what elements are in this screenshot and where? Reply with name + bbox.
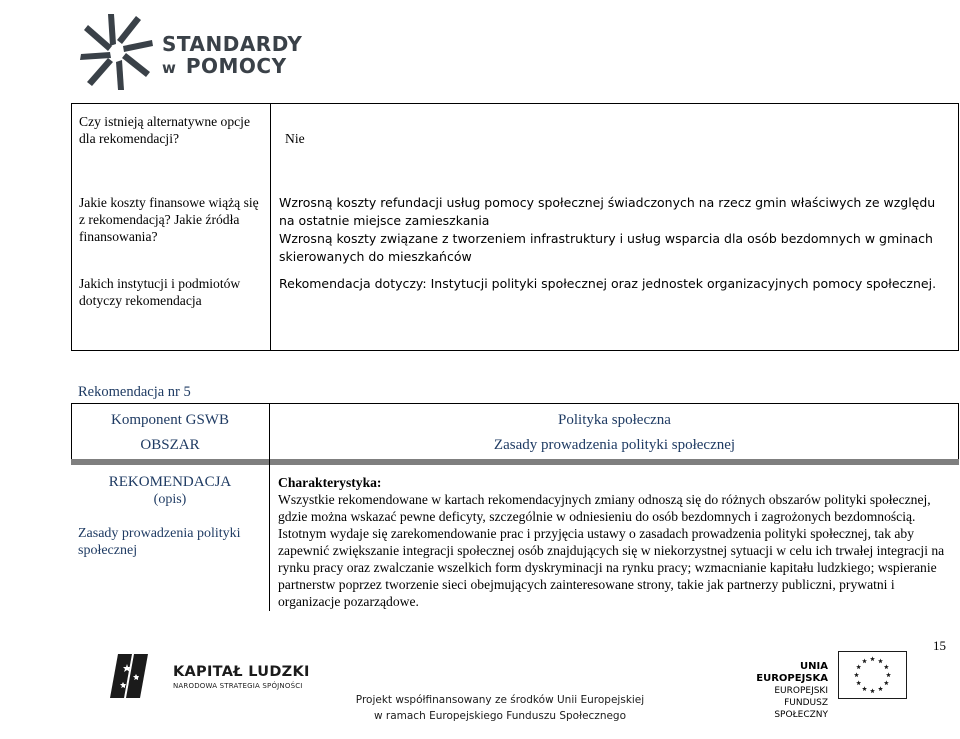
answer-alternatives: Nie: [285, 131, 305, 146]
logo-line1: STANDARDY: [162, 32, 303, 56]
rekomendacja-label: REKOMENDACJA: [108, 474, 232, 490]
question-alternatives: Czy istnieją alternatywne opcje dla rekomendacji?: [79, 114, 250, 146]
answer-costs-line2: Wzrosną koszty związane z tworzeniem infrastruktury i usług wsparcia dla osób bezdomnych w gminach skierowanych do mieszkańców: [279, 231, 933, 264]
kapital-ludzki-logo-icon: [110, 652, 160, 700]
standardy-logo-icon: [78, 10, 156, 92]
footer-note-line1: Projekt współfinansowany ze środków Unii Europejskiej: [355, 694, 645, 706]
eu-line2: EUROPEJSKI: [774, 686, 828, 696]
footer-note-line2: w ramach Europejskiego Funduszu Społecznego: [373, 710, 627, 722]
eu-line3: FUNDUSZ SPOŁECZNY: [774, 698, 828, 720]
characteristics-text: Wszystkie rekomendowane w kartach rekomendacyjnych zmiany odnoszą się do różnych obszarów polityki społecznej, gdzie można wskazać pewne deficyty, szczególnie w odniesieniu do osób bezdomnych i zagrożonych bezdomnością. Istotnym wydaje się zarekomendowanie prac i przyjęcia ustawy o zasadach prowadzenia polityki społecznej, tak aby zapewnić zwiększanie integracji społecznej osób znajdujących się w niekorzystnej sytuacji w celu ich trwałej integracji na rynku pracy oraz zwalczanie wszelkich form dyskryminacji na rynku pracy; wzmacnianie kapitału ludzkiego; wspieranie partnerstw poprzez tworzenie sieci obejmujących zainteresowane strony, takie jak partnerzy publiczni, prywatni i organizacje pozarządowe.: [278, 492, 945, 609]
recommendation-table: [71, 403, 959, 611]
answer-institutions: Rekomendacja dotyczy: Instytucji polityki społecznej oraz jednostek organizacyjnych pomocy społecznej.: [279, 276, 937, 291]
column-divider: [270, 104, 271, 350]
standardy-logo-text: [162, 34, 302, 76]
obszar-value: Zasady prowadzenia polityki społecznej: [493, 437, 736, 453]
eu-text: [733, 661, 828, 721]
kl-subtitle: NARODOWA STRATEGIA SPÓJNOŚCI: [173, 682, 303, 690]
logo-line2: w POMOCY: [162, 54, 287, 78]
header-separator: [71, 459, 959, 465]
characteristics-label: Charakterystyka:: [278, 475, 382, 490]
answer-costs: [279, 194, 951, 266]
obszar-label: OBSZAR: [140, 437, 200, 453]
question-costs: Jakie koszty finansowe wiążą się z rekomendacją? Jakie źródła finansowania?: [79, 195, 259, 244]
body-column-divider: [269, 465, 270, 611]
page-number: 15: [933, 638, 946, 653]
kapital-ludzki-text: [173, 664, 310, 690]
rekomendacja-name: Zasady prowadzenia polityki społecznej: [78, 526, 241, 558]
footer-note: [300, 692, 700, 724]
rekomendacja-sub: (opis): [153, 492, 187, 507]
question-institutions: Jakich instytucji i podmiotów dotyczy rekomendacja: [79, 276, 241, 308]
kl-title: KAPITAŁ LUDZKI: [173, 664, 310, 680]
recommendation-title: Rekomendacja nr 5: [78, 384, 191, 400]
komponent-value: Polityka społeczna: [558, 412, 671, 428]
top-table: [71, 103, 959, 351]
eu-line1: UNIA EUROPEJSKA: [756, 661, 828, 684]
eu-flag-icon: [838, 651, 907, 699]
characteristics: [278, 474, 958, 610]
komponent-label: Komponent GSWB: [111, 412, 229, 428]
answer-costs-line1: Wzrosną koszty refundacji usług pomocy społecznej świadczonych na rzecz gmin właściwych ze względu na ostatnie miejsce zamieszkania: [279, 195, 936, 228]
